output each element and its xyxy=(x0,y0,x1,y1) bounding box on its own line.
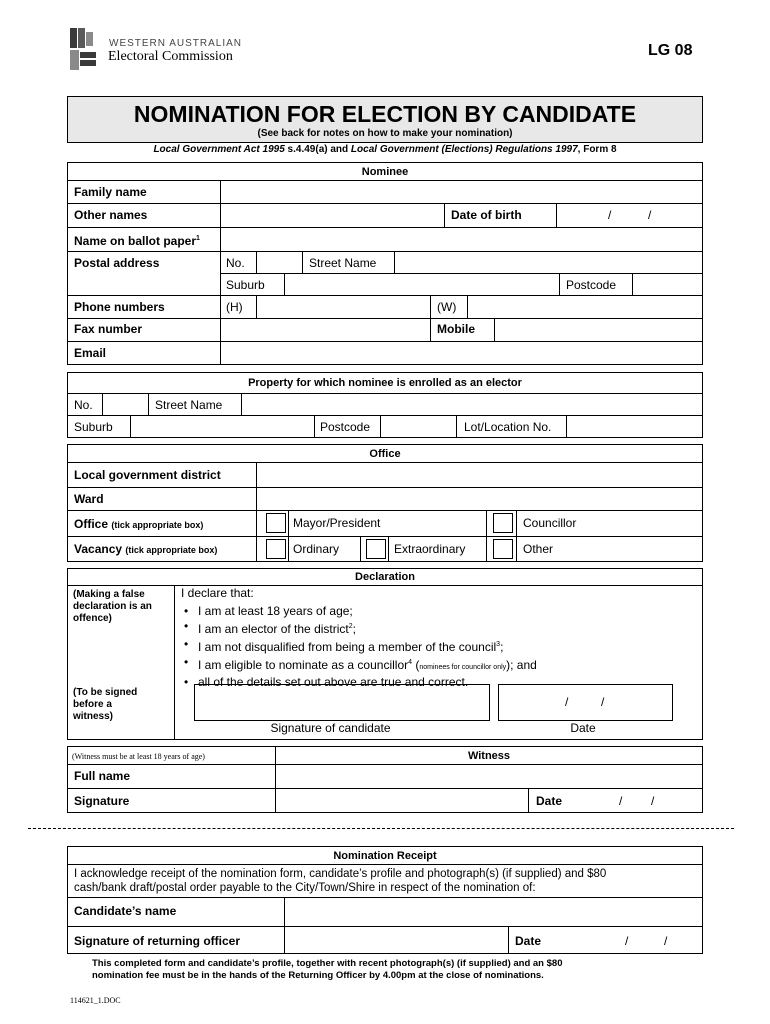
candidate-name-field[interactable] xyxy=(285,898,702,926)
property-postcode-field[interactable] xyxy=(381,416,456,437)
witness-heading: Witness xyxy=(467,750,511,762)
declaration-item: • all of the details set out above are true and correct. xyxy=(180,675,537,690)
district-label: Local government district xyxy=(74,468,221,482)
postal-no-label: No. xyxy=(226,256,245,270)
email-label: Email xyxy=(74,346,107,360)
home-phone-label: (H) xyxy=(226,300,243,314)
ballot-name-field[interactable] xyxy=(221,228,702,251)
witness-age-note: (Witness must be at least 18 years of age) xyxy=(72,752,205,761)
property-street-label: Street Name xyxy=(155,398,223,412)
extraordinary-checkbox[interactable] xyxy=(366,539,386,559)
family-name-field[interactable] xyxy=(221,181,702,203)
cut-line xyxy=(28,828,734,829)
returning-officer-label: Signature of returning officer xyxy=(74,934,241,948)
property-no-label: No. xyxy=(74,398,93,412)
page-title: NOMINATION FOR ELECTION BY CANDIDATE xyxy=(133,101,637,127)
postal-postcode-label: Postcode xyxy=(566,278,617,292)
property-no-field[interactable] xyxy=(103,394,148,415)
logo-line-2: Electoral Commission xyxy=(108,49,233,64)
ordinary-label: Ordinary xyxy=(293,542,340,556)
mobile-field[interactable] xyxy=(495,319,702,341)
property-street-field[interactable] xyxy=(242,394,702,415)
work-phone-label: (W) xyxy=(437,300,457,314)
date-caption: Date xyxy=(570,721,596,735)
office-heading: Office xyxy=(369,448,401,460)
nominee-heading: Nominee xyxy=(361,166,409,178)
date-of-birth-label: Date of birth xyxy=(451,208,522,222)
other-checkbox[interactable] xyxy=(493,539,513,559)
ordinary-checkbox[interactable] xyxy=(266,539,286,559)
dob-separator: / xyxy=(648,208,652,222)
property-suburb-label: Suburb xyxy=(74,420,113,434)
postal-street-label: Street Name xyxy=(309,256,377,270)
other-names-label: Other names xyxy=(74,208,148,222)
witness-signing-note: (To be signed before a witness) xyxy=(73,687,138,722)
vacancy-label: Vacancy (tick appropriate box) xyxy=(74,542,218,556)
other-label: Other xyxy=(523,542,554,556)
property-heading: Property for which nominee is enrolled as an elector xyxy=(248,377,522,389)
form-code: LG 08 xyxy=(648,42,693,59)
date-separator: / xyxy=(625,934,629,948)
work-phone-field[interactable] xyxy=(468,296,702,318)
councillor-label: Councillor xyxy=(523,516,577,530)
receipt-text: I acknowledge receipt of the nomination form, candidate’s profile and photograph(s) (if supplied) and $80 cash/bank draft/postal order payable to the City/Town/Shire in respect of the nomination of: xyxy=(74,868,607,894)
witness-date-field[interactable] xyxy=(570,789,702,813)
logo-line-1: WESTERN AUSTRALIAN xyxy=(109,38,243,49)
dob-separator: / xyxy=(608,208,612,222)
ballot-name-label: Name on ballot paper$^1$ xyxy=(74,234,200,248)
declaration-intro: I declare that: xyxy=(181,586,254,600)
candidate-signature-field[interactable] xyxy=(194,684,490,721)
family-name-label: Family name xyxy=(74,185,147,199)
lodgement-note: This completed form and candidate’s profile, together with recent photograph(s) (if supplied) and an $80 nomination fee must be in the hands of the Returning Officer by 4.00pm at the close of nominations. xyxy=(92,958,563,981)
date-separator: / xyxy=(601,695,605,709)
mobile-label: Mobile xyxy=(437,322,475,336)
other-names-field[interactable] xyxy=(221,204,444,227)
mayor-checkbox[interactable] xyxy=(266,513,286,533)
postal-postcode-field[interactable] xyxy=(633,274,702,295)
postal-suburb-label: Suburb xyxy=(226,278,265,292)
fax-number-field[interactable] xyxy=(221,319,430,341)
document-reference: 114621_1.DOC xyxy=(70,996,121,1005)
property-postcode-label: Postcode xyxy=(320,420,371,434)
property-suburb-field[interactable] xyxy=(131,416,314,437)
returning-officer-signature-field[interactable] xyxy=(285,927,508,954)
councillor-checkbox[interactable] xyxy=(493,513,513,533)
declaration-item: • I am at least 18 years of age; xyxy=(180,604,537,619)
declaration-item: • I am not disqualified from being a member of the council$^3$; xyxy=(180,637,537,655)
postal-suburb-field[interactable] xyxy=(285,274,559,295)
postal-street-field[interactable] xyxy=(395,252,702,273)
postal-address-label: Postal address xyxy=(74,256,160,270)
property-lot-field[interactable] xyxy=(567,416,702,437)
date-separator: / xyxy=(619,794,623,808)
mayor-label: Mayor/President xyxy=(293,516,381,530)
witness-full-name-field[interactable] xyxy=(276,765,702,788)
date-separator: / xyxy=(664,934,668,948)
receipt-heading: Nomination Receipt xyxy=(333,850,437,862)
date-separator: / xyxy=(651,794,655,808)
ward-field[interactable] xyxy=(257,488,702,510)
witness-full-name-label: Full name xyxy=(74,769,131,783)
date-of-birth-field[interactable] xyxy=(557,204,702,227)
fax-number-label: Fax number xyxy=(74,322,143,336)
signature-caption: Signature of candidate xyxy=(270,721,391,735)
declaration-list xyxy=(180,604,537,690)
candidate-name-label: Candidate’s name xyxy=(74,904,177,918)
declaration-heading: Declaration xyxy=(355,571,415,583)
district-field[interactable] xyxy=(257,463,702,487)
property-lot-label: Lot/Location No. xyxy=(464,420,552,434)
home-phone-field[interactable] xyxy=(257,296,430,318)
declaration-date-field[interactable] xyxy=(498,684,673,721)
receipt-date-label: Date xyxy=(515,934,542,948)
title-subtitle: (See back for notes on how to make your nomination) xyxy=(257,128,513,139)
ward-label: Ward xyxy=(74,492,104,506)
witness-signature-label: Signature xyxy=(74,794,130,808)
date-separator: / xyxy=(565,695,569,709)
false-declaration-note: (Making a false declaration is an offence) xyxy=(73,589,152,624)
logo-mark-icon xyxy=(66,26,100,74)
declaration-item: • I am eligible to nominate as a councillor$^4$ (nominees for councillor only); and xyxy=(180,655,537,675)
witness-signature-field[interactable] xyxy=(276,789,528,813)
postal-no-field[interactable] xyxy=(257,252,302,273)
legislation-reference: Local Government Act 1995 s.4.49(a) and Local Government (Elections) Regulations 1997, Form 8 xyxy=(153,144,617,155)
email-field[interactable] xyxy=(221,342,702,365)
extraordinary-label: Extraordinary xyxy=(394,542,466,556)
witness-date-label: Date xyxy=(536,794,563,808)
declaration-item: • I am an elector of the district$^2$; xyxy=(180,619,537,637)
office-label: Office (tick appropriate box) xyxy=(74,517,204,531)
phone-numbers-label: Phone numbers xyxy=(74,300,165,314)
